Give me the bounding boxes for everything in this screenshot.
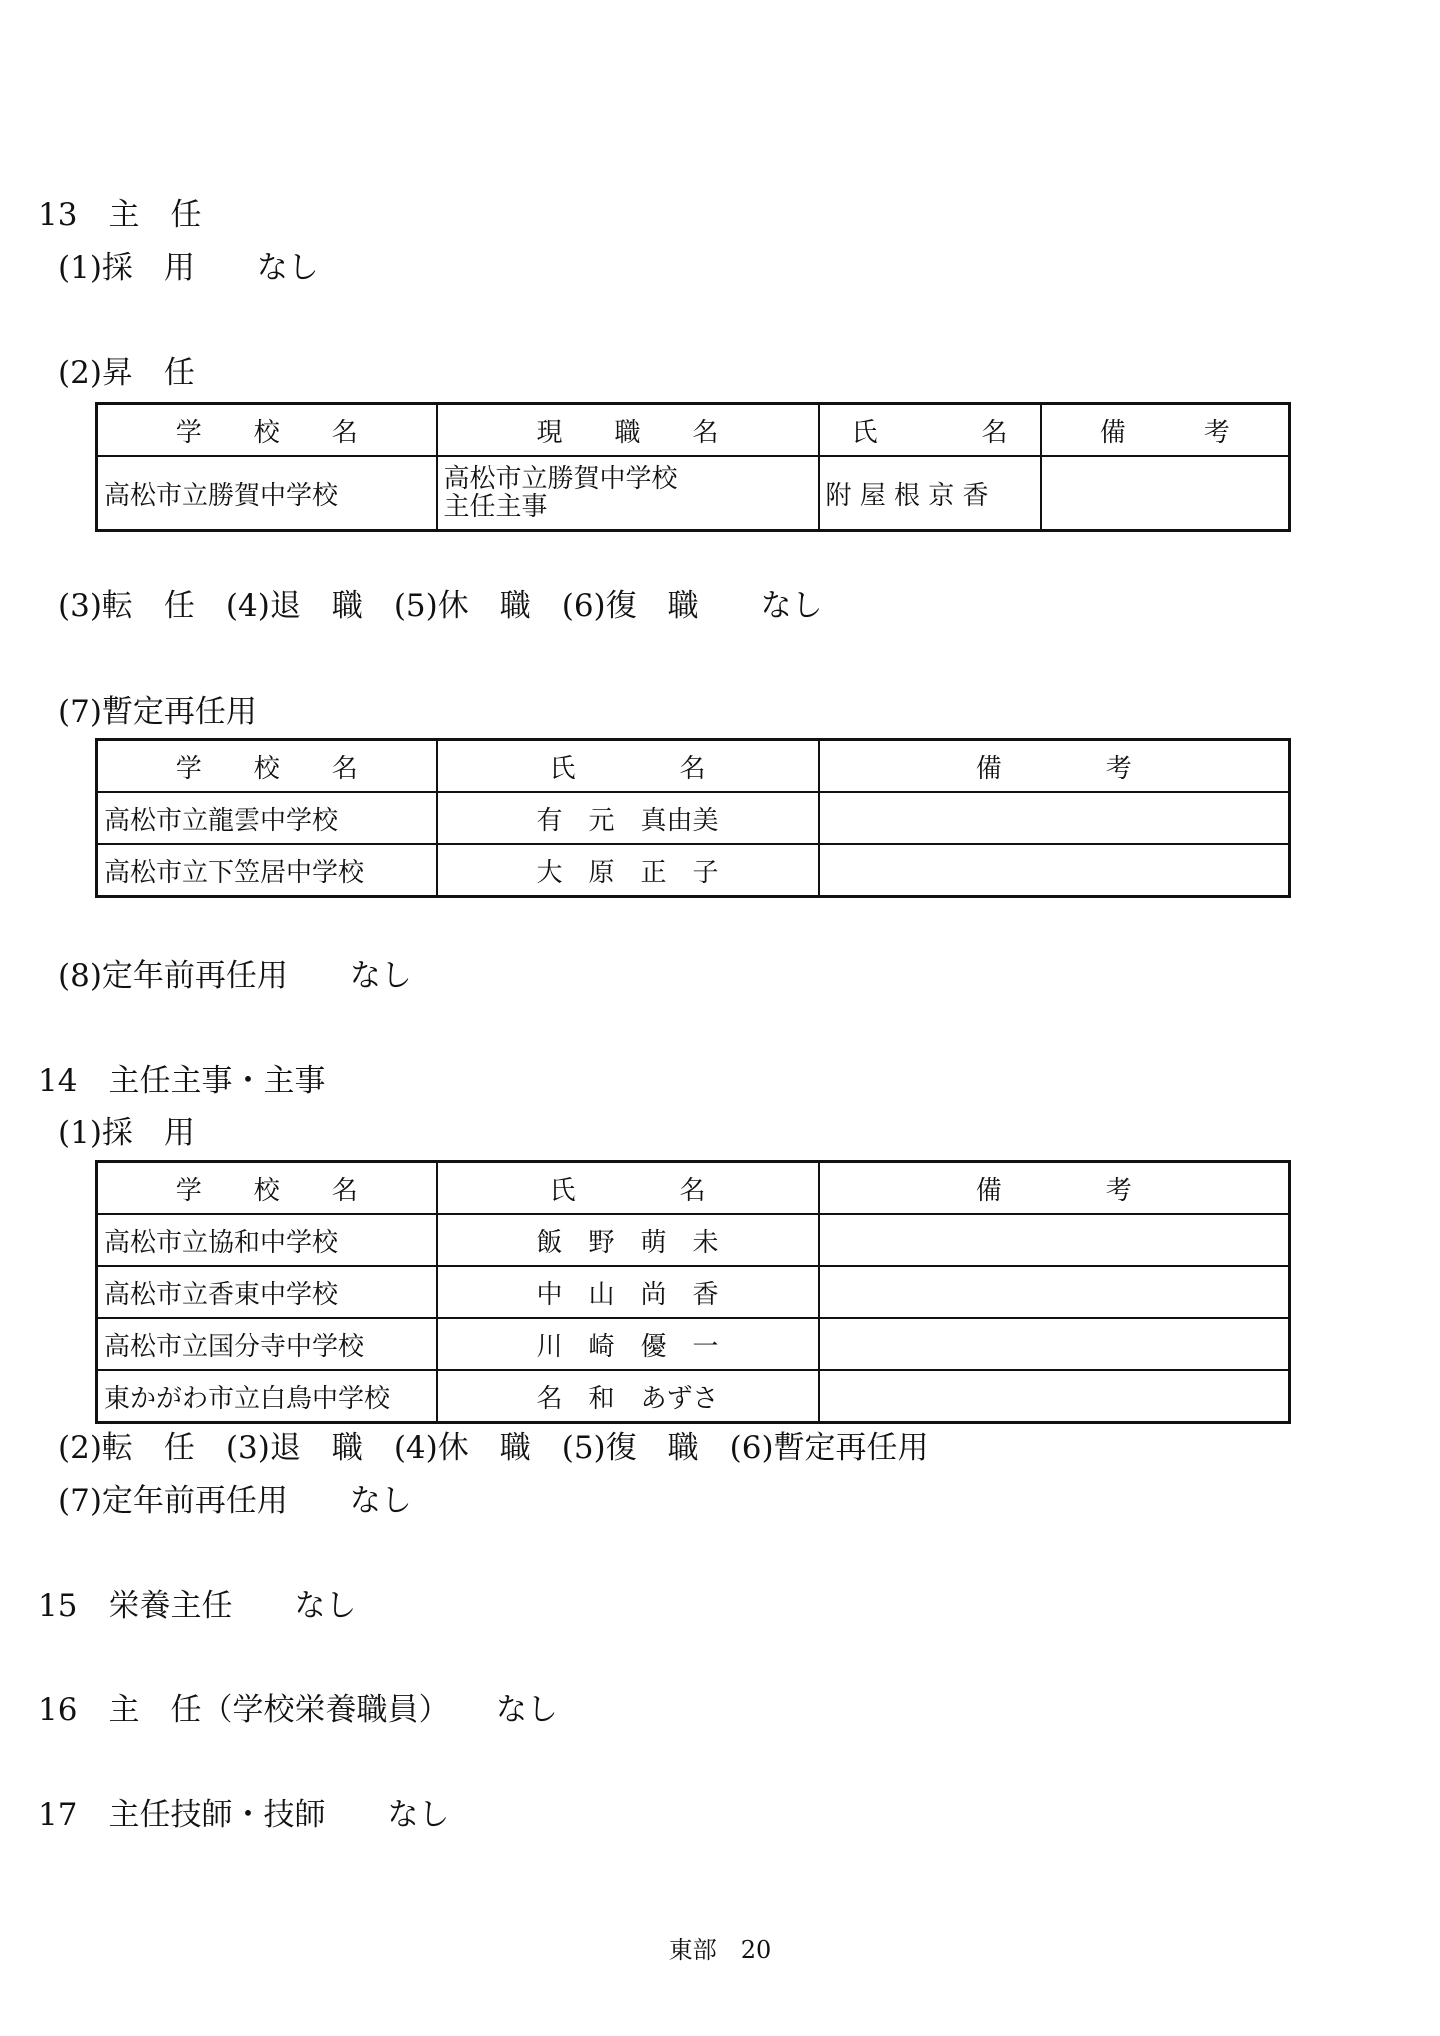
section-14-heading: 14 主任主事・主事 [38,1063,326,1099]
section-14-misc: (2)転 任 (3)退 職 (4)休 職 (5)復 職 (6)暫定再任用 [58,1430,929,1466]
header-name: 氏 名 [819,404,1041,457]
cell-note [819,1318,1290,1370]
section-13-zantei: (7)暫定再任用 [58,694,257,730]
cell-school: 高松市立香東中学校 [97,1266,437,1318]
page-footer: 東部 20 [668,1936,772,1964]
header-school: 学 校 名 [97,1162,437,1215]
section-13-misc: (3)転 任 (4)退 職 (5)休 職 (6)復 職 なし [58,588,823,624]
section-15: 15 栄養主任 なし [38,1588,357,1624]
table-header-row [97,404,1290,457]
cell-school: 高松市立国分寺中学校 [97,1318,437,1370]
saiyo-table [95,1160,1291,1424]
section-14-saiyo: (1)採 用 [58,1115,195,1151]
table-row [97,792,1290,844]
table-row [97,1266,1290,1318]
cell-name: 川 崎 優 一 [437,1318,819,1370]
header-name: 氏 名 [437,740,819,793]
cell-note [819,1214,1290,1266]
table-row [97,456,1290,531]
header-note: 備 考 [819,740,1290,793]
cell-name: 大 原 正 子 [437,844,819,897]
section-13-shonin: (2)昇 任 [58,355,195,391]
table-row [97,844,1290,897]
header-position: 現 職 名 [437,404,819,457]
cell-school: 高松市立協和中学校 [97,1214,437,1266]
cell-name: 名 和 あずさ [437,1370,819,1423]
header-note: 備 考 [819,1162,1290,1215]
cell-note [819,844,1290,897]
cell-school: 高松市立勝賀中学校 [97,456,437,531]
section-17: 17 主任技師・技師 なし [38,1797,450,1833]
table-row [97,1214,1290,1266]
cell-school: 東かがわ市立白鳥中学校 [97,1370,437,1423]
cell-note [819,1266,1290,1318]
table-row [97,1318,1290,1370]
header-school: 学 校 名 [97,404,437,457]
cell-note [819,1370,1290,1423]
zantei-table [95,738,1291,898]
table-header-row [97,740,1290,793]
section-13-saiyo: (1)採 用 なし [58,250,319,286]
cell-school: 高松市立龍雲中学校 [97,792,437,844]
cell-position-line1: 高松市立勝賀中学校 [443,464,678,494]
table-header-row [97,1162,1290,1215]
section-13-heading: 13 主 任 [38,197,202,233]
cell-school: 高松市立下笠居中学校 [97,844,437,897]
header-school: 学 校 名 [97,740,437,793]
cell-name: 中 山 尚 香 [437,1266,819,1318]
cell-note [819,792,1290,844]
cell-name: 附 屋 根 京 香 [819,456,1041,531]
section-16: 16 主 任（学校栄養職員） なし [38,1692,558,1728]
cell-position-line2: 主任主事 [443,492,548,522]
section-14-teinen: (7)定年前再任用 なし [58,1483,412,1519]
cell-note [1041,456,1290,531]
table-row [97,1370,1290,1423]
cell-position [437,456,819,531]
shonin-table [95,402,1291,532]
cell-name: 有 元 真由美 [437,792,819,844]
header-note: 備 考 [1041,404,1290,457]
cell-name: 飯 野 萌 未 [437,1214,819,1266]
header-name: 氏 名 [437,1162,819,1215]
section-13-teinen: (8)定年前再任用 なし [58,958,412,994]
